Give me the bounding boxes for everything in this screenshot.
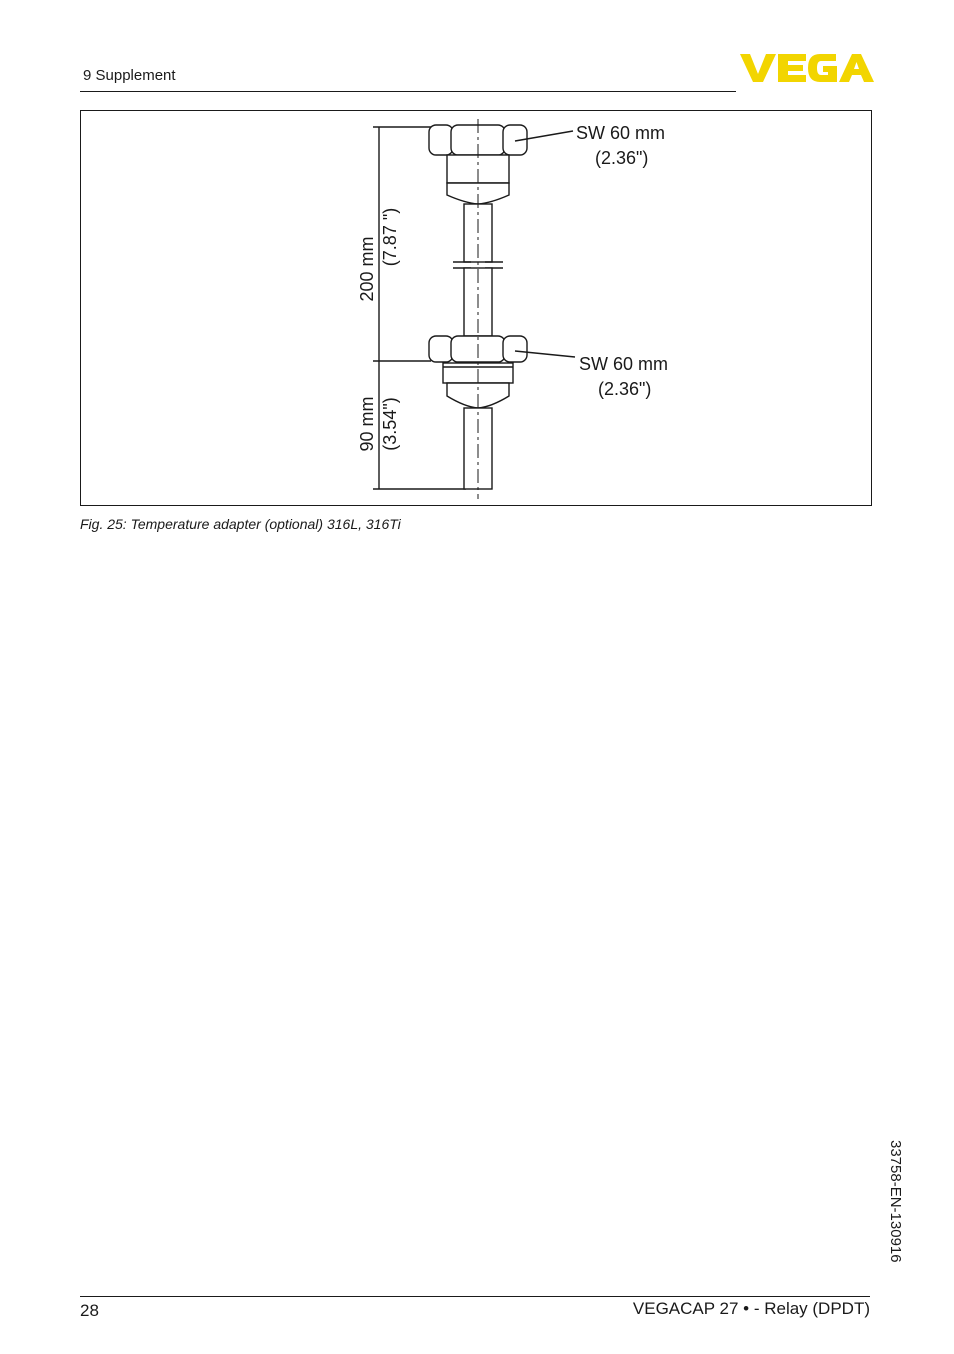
bottom-wrench-inch-label: (2.36"): [598, 379, 652, 399]
temperature-adapter-drawing: [81, 111, 871, 505]
logo-letter-e: [778, 54, 806, 82]
document-title: VEGACAP 27 • - Relay (DPDT): [632, 1299, 870, 1318]
figure-caption: Fig. 25: Temperature adapter (optional) 316L, 316Ti: [80, 516, 401, 532]
logo-letter-g: [808, 54, 837, 82]
lower-length-inch-label: (3.54"): [380, 397, 400, 451]
vega-logo: [740, 50, 874, 86]
upper-hex-nut-left-face: [429, 125, 453, 155]
lower-hex-nut-right-face: [503, 336, 527, 362]
page-number: 28: [80, 1301, 99, 1320]
lower-length-label: 90 mm: [357, 396, 377, 452]
bottom-wrench-label: SW 60 mm: [579, 354, 669, 374]
lower-hex-nut-left-face: [429, 336, 453, 362]
figure-frame: [80, 110, 872, 506]
upper-length-inch-label: (7.87 "): [380, 207, 400, 267]
upper-length-label: 200 mm: [357, 236, 377, 302]
document-code: 33758-EN-130916: [887, 1140, 904, 1263]
footer-divider: [80, 1296, 870, 1297]
header-divider: [80, 91, 736, 92]
section-title: 9 Supplement: [83, 67, 176, 84]
logo-letter-v: [740, 54, 776, 82]
top-wrench-label: SW 60 mm: [576, 123, 666, 143]
top-wrench-inch-label: (2.36"): [595, 148, 649, 168]
